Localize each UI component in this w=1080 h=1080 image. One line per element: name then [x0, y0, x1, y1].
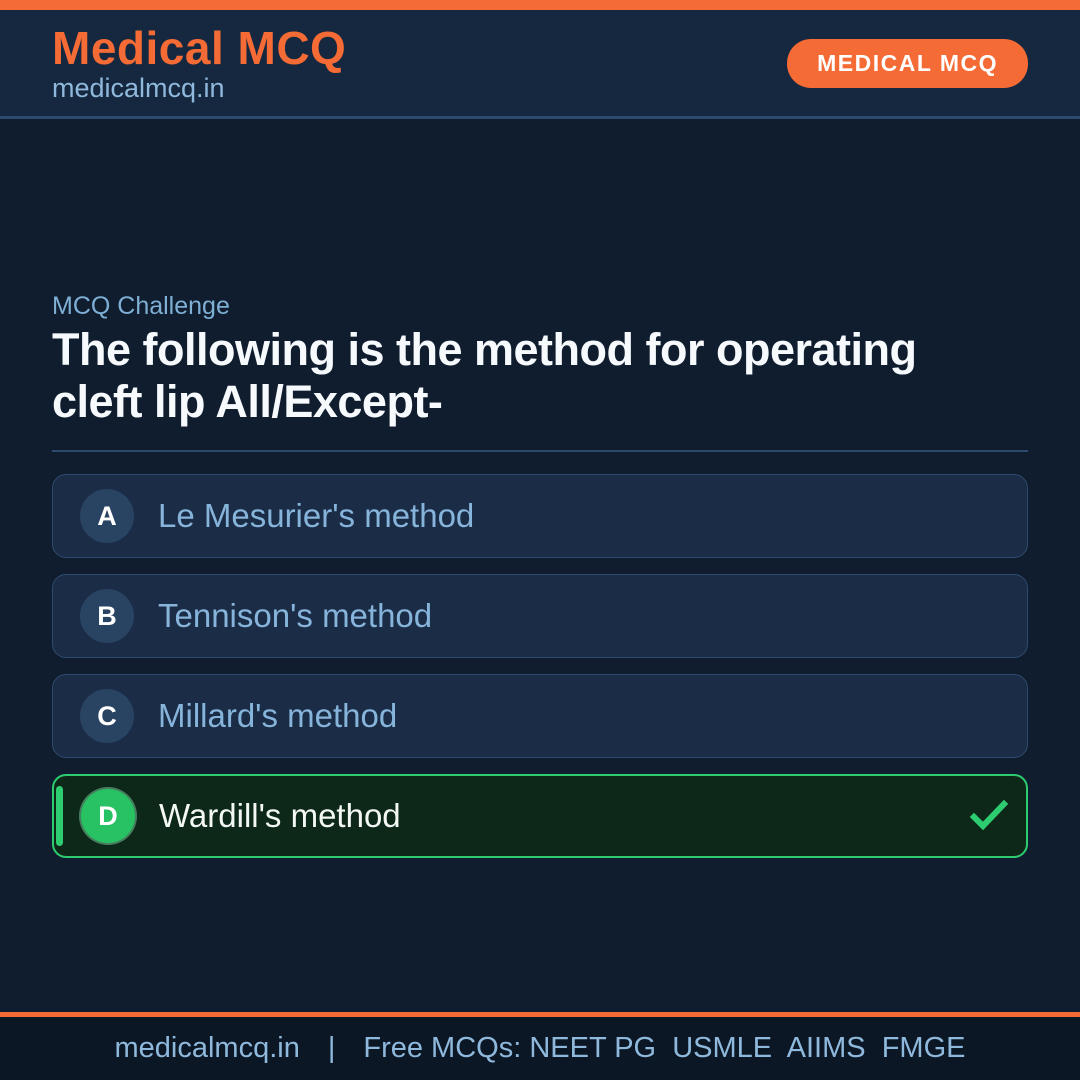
option-c-label: Millard's method [158, 697, 398, 734]
header [0, 10, 1080, 119]
footer-separator: | [327, 1032, 336, 1064]
brand-title: Medical MCQ [52, 22, 347, 74]
brand-badge: MEDICAL MCQ [787, 39, 1028, 88]
correct-accent-bar [56, 786, 63, 846]
option-b-letter-badge: B [80, 589, 134, 643]
brand-block [52, 23, 346, 103]
check-icon [970, 800, 1008, 832]
question-text: The following is the method for operating cleft lip All/Except- [52, 324, 917, 427]
top-accent-bar [0, 0, 1080, 10]
option-d[interactable] [52, 774, 1028, 858]
question-section [0, 291, 1080, 858]
footer-tagline: Free MCQs: NEET PG USMLE AIIMS FMGE [363, 1032, 966, 1064]
option-b[interactable] [52, 574, 1028, 658]
footer-site: medicalmcq.in [114, 1032, 300, 1064]
option-a-label: Le Mesurier's method [158, 497, 475, 534]
footer [0, 1012, 1080, 1080]
option-a-letter-badge: A [80, 489, 134, 543]
question-eyebrow: MCQ Challenge [52, 292, 230, 320]
option-b-label: Tennison's method [158, 597, 433, 634]
brand-domain: medicalmcq.in [52, 73, 225, 103]
options-list [52, 474, 1028, 858]
option-d-letter-badge: D [81, 789, 135, 843]
option-a[interactable] [52, 474, 1028, 558]
option-c[interactable] [52, 674, 1028, 758]
question-divider [52, 450, 1028, 452]
option-d-label: Wardill's method [159, 797, 401, 834]
option-c-letter-badge: C [80, 689, 134, 743]
